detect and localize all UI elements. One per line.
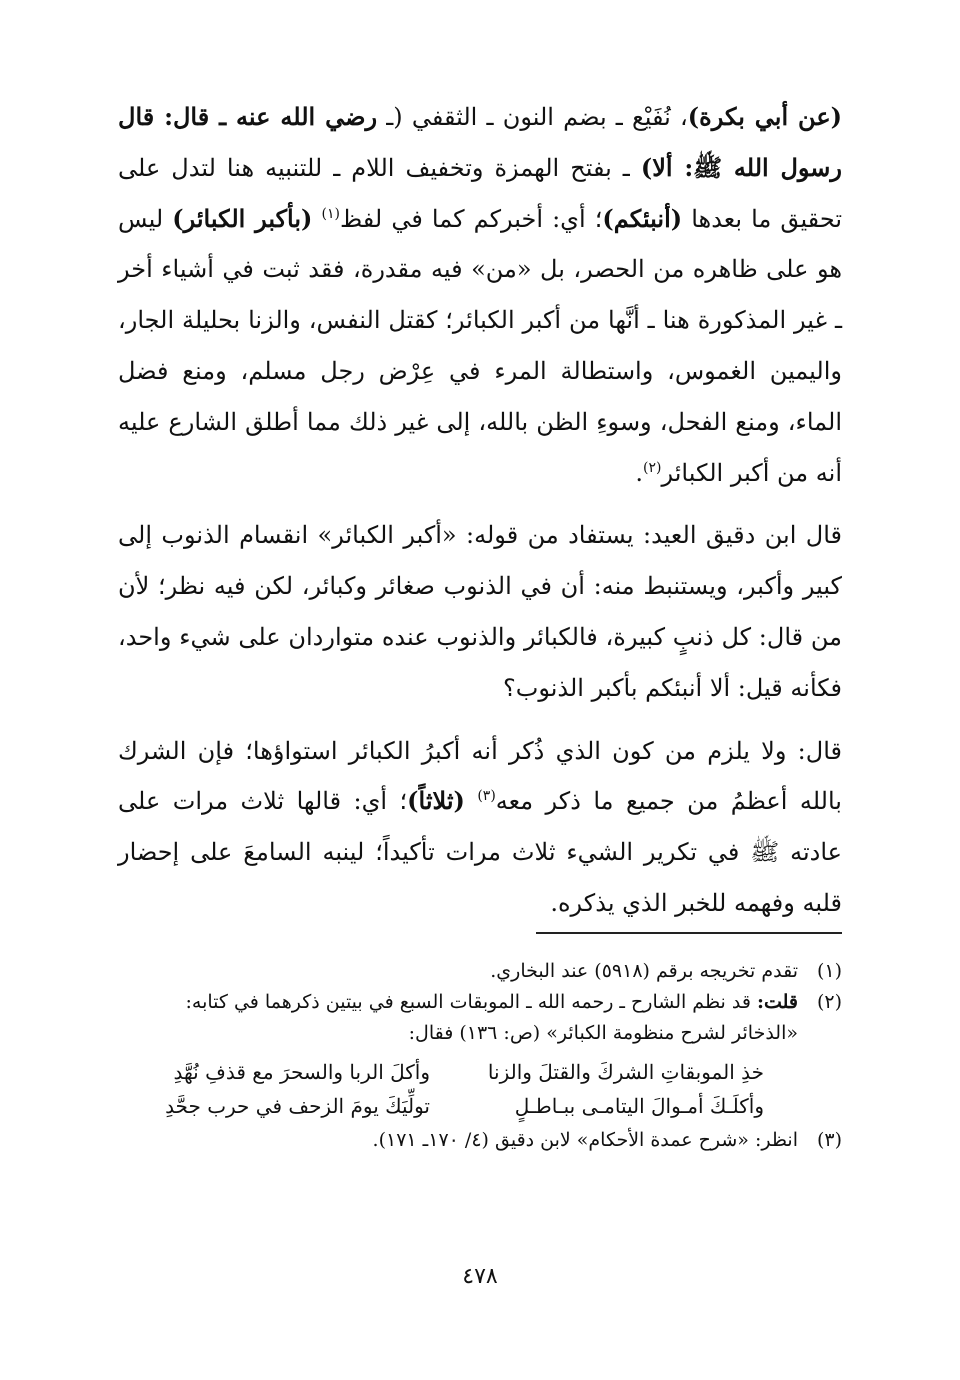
text-run: ، نُفَيْع ـ بضم النون ـ الثقفي (ـ [377, 103, 688, 131]
text-run: ليس هو على ظاهره من الحصر، بل «من» فيه مقدرة، فقد ثبت في أشياء أخر ـ غير المذكورة هنا ـ أنَّها من أكبر الكبائر؛ كقتل النفس، والزنا بحليلة الجار، واليمين الغموس، واستطالة المرء في عِرْض رجل مسلم، ومنع فضل الماء، ومنع الفحل، وسوءِ الظن بالله، إلى غير ذلك مما أطلق الشارع عليه أنه من أكبر الكبائر [118, 204, 842, 487]
footnote-ref: (١) [321, 205, 340, 222]
footnote [118, 987, 842, 1049]
page-number: ٤٧٨ [462, 1264, 498, 1289]
bold-text: (ثلاثاً) [407, 786, 465, 816]
text-run: قد نظم الشارح ـ رحمه الله ـ الموبقات السبع في بيتين ذكرهما في كتابه: «الذخائر لشرح منظومة الكبائر» (ص: ١٣٦) فقال: [185, 991, 798, 1044]
poem-verse-half: وأكلَـكَ أمـوالَ اليتامـى ببـاطـلٍ [514, 1094, 764, 1118]
text-run: قال ابن دقيق العيد: يستفاد من قوله: «أكبر الكبائر» انقسام الذنوب إلى كبير وأكبر، ويستنبط منه: أن في الذنوب صغائر وكبائر، لكن فيه نظر؛ لأن من قال: كل ذنبٍ كبيرة، فالكبائر والذنوب عنده متواردان على شيء واحد، فكأنه قيل: ألا أنبئكم بأكبر الذنوب؟ [118, 521, 842, 702]
text-run [312, 205, 321, 233]
footnote [118, 1125, 842, 1156]
footnote-text [118, 1125, 798, 1156]
text-run: ؛ أي: قالها ثلاث مرات على عادته ﷺ في تكرير الشيء ثلاث مرات تأكيداً؛ لينبه السامعَ على إحضار قلبه وفهمه للخبر الذي يذكره. [118, 787, 842, 917]
footnote-ref: (٢) [643, 459, 662, 476]
text-run: . [635, 458, 644, 487]
main-text [118, 92, 842, 929]
bold-text: قلت: [756, 991, 798, 1013]
footnote-number: (٢) [816, 991, 842, 1013]
bold-text: (أنبئكم) [602, 203, 683, 233]
footnote-text [118, 987, 798, 1049]
footnotes [118, 956, 842, 1156]
bold-text: (عن أبي بكرة) [687, 102, 842, 131]
poem [118, 1055, 842, 1123]
text-run: ؛ أي: أخبركم كما في لفظ [339, 204, 603, 233]
text-run [465, 787, 477, 815]
paragraph [118, 726, 842, 929]
footnote-text [118, 956, 798, 987]
paragraph [118, 510, 842, 713]
footnote-separator [536, 932, 842, 934]
poem-verse-half: وأكلَ الربا والسحرَ مع قذفِ نُهَّدِ [173, 1060, 430, 1084]
poem-verse-half: تولِّيَكَ يومَ الزحف في حرب جحَّدِ [165, 1094, 430, 1118]
paragraph [118, 92, 842, 498]
footnote [118, 956, 842, 987]
footnote-number: (٣) [816, 1129, 842, 1151]
text-run: قال: ولا يلزم من كون الذي ذُكر أنه أكبرُ الكبائر استواؤها؛ فإن الشرك بالله أعظمُ من جميع ما ذكر معه [118, 736, 842, 816]
poem-verse-half: خذِ الموبقاتِ الشركَ والقتلَ والزنا [487, 1060, 764, 1084]
text-run: انظر: «شرح عمدة الأحكام» لابن دقيق (٤/ ١٧٠ـ ١٧١). [372, 1129, 798, 1151]
footnote-ref: (٣) [477, 788, 496, 805]
bold-text: (بأكبر الكبائر) [172, 203, 313, 233]
bold-text: رضي الله عنه ـ قال: قال رسول الله ﷺ: ألا) [118, 102, 842, 182]
text-run: ـ بفتح الهمزة وتخفيف اللام ـ للتنبيه هنا لتدل على تحقيق ما بعدها [118, 153, 842, 233]
text-run: تقدم تخريجه برقم (٥٩١٨) عند البخاري. [490, 960, 798, 982]
footnote-number: (١) [816, 960, 842, 982]
